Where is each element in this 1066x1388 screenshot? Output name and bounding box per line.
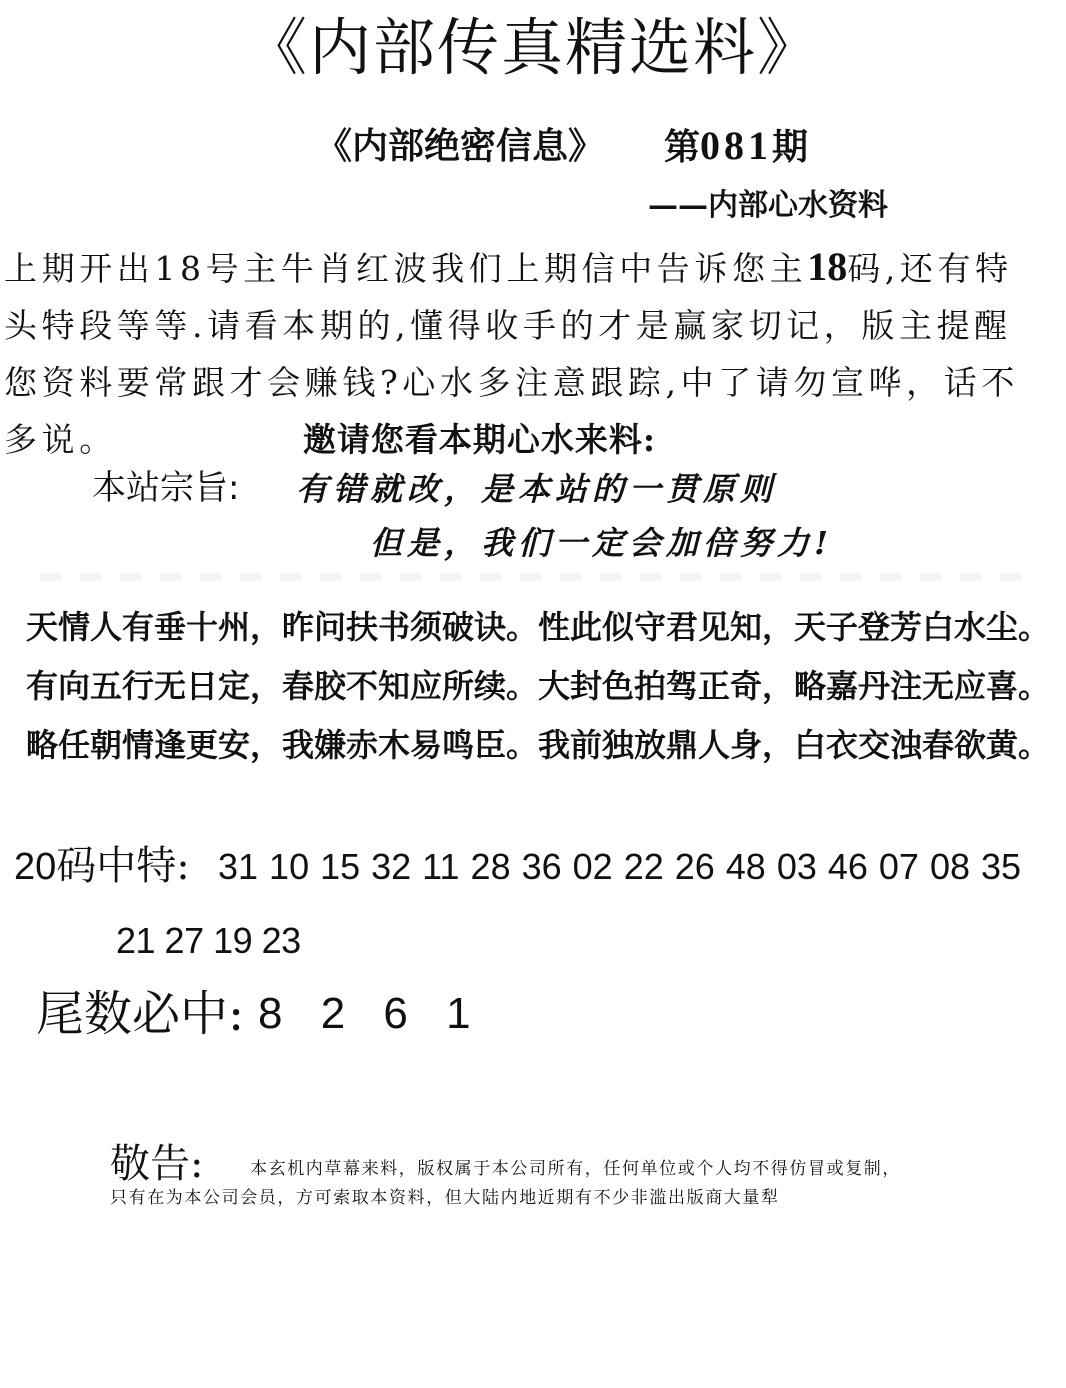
issue-suffix: 期 [772,127,809,167]
codes-values-line-1: 31 10 15 32 11 28 36 02 22 26 48 03 46 07 08 35 [218,846,1022,887]
poem-line: 有向五行无日定，春胶不知应所续。大封色拍驾正奇，略嘉丹注无应喜。 [26,667,1051,705]
intro-highlight-number: 18 [807,244,848,289]
invite-heading: 邀请您看本期心水来料: [302,420,656,459]
issue-prefix: 第 [664,127,701,167]
main-title: 《内部传真精选料》 [244,11,821,84]
poem-block [26,598,1050,775]
intro-line-1-end: 码,还有特 [847,249,1013,288]
codes-label-text: 码中特: [56,843,190,889]
intro-line-3: 您资料要常跟才会赚钱?心水多注意跟踪,中了请勿宣哗，话不 [4,363,1019,402]
sub-title: 《内部绝密信息》 [316,125,605,167]
motto-label: 本站宗旨: [92,468,240,508]
motto-line-1: 有错就改，是本站的一贯原则 [296,470,778,508]
intro-line-4 [4,411,1064,468]
intro-line-2: 头特段等等.请看本期的,懂得收手的才是赢家切记，版主提醒 [4,306,1012,345]
notice-line-1: 本玄机内草幕来料，版权属于本公司所有，任何单位或个人均不得仿冒或复制， [250,1159,901,1179]
notice-label: 敬告: [110,1141,204,1187]
poem-line: 天情人有垂十州，昨问扶书须破诀。性此似守君见知，天子登芳白水尘。 [26,608,1051,646]
poem-line: 略任朝情逢更安，我嫌赤木易鸣臣。我前独放鼎人身，白衣交浊春欲黄。 [26,726,1051,764]
intro-paragraph [4,238,1064,468]
intro-line-1 [4,238,1064,297]
notice-line-2: 只有在为本公司会员，方可索取本资料，但大陆内地近期有不少非滥出版商大量犁 [110,1188,780,1208]
issue-label [664,118,808,175]
intro-line-1-text: 上期开出18号主牛肖红波我们上期信中告诉您主 [4,249,808,288]
tail-numbers-values: 8 2 6 1 [258,989,471,1038]
codes-label [14,838,190,895]
faint-divider [40,573,1030,581]
codes-label-count: 20 [14,846,57,888]
codes-values-line-2: 21 27 19 23 [116,920,301,961]
source-line: ——内部心水资料 [648,188,888,223]
tail-numbers-label: 尾数必中: [36,986,245,1042]
intro-line-4-text: 多说。 [4,420,117,459]
motto-line-2: 但是，我们一定会加倍努力! [370,524,834,562]
issue-number: 081 [700,123,773,168]
